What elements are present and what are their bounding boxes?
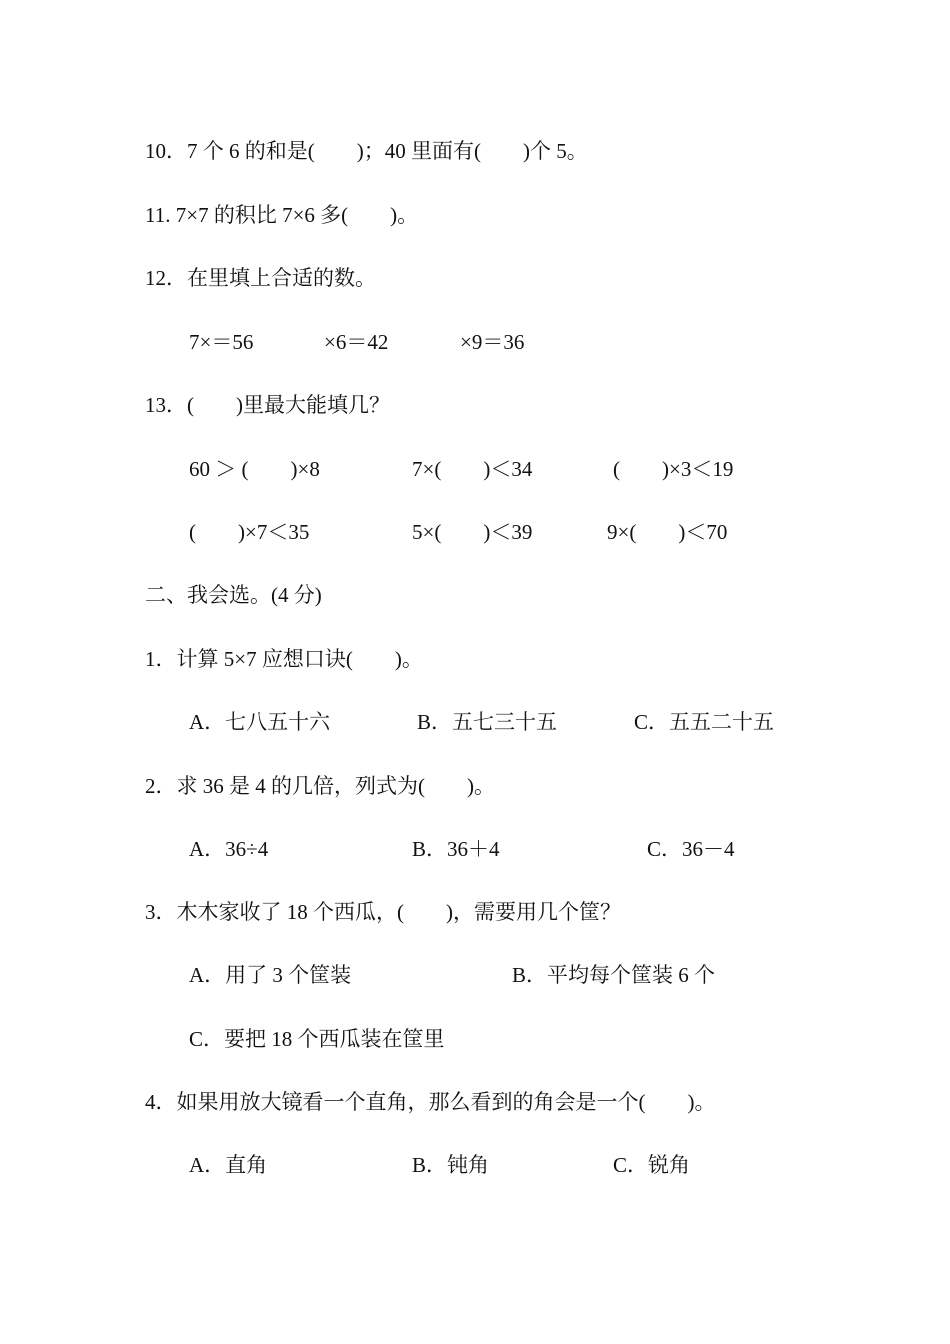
choice-question-3-option-c: C．要把 18 个西瓜装在筐里 <box>189 1027 445 1051</box>
question-13-row1-item-2: 7×( )＜34 <box>412 457 533 481</box>
choice-question-1-option-a: A．七八五十六 <box>189 710 331 734</box>
question-10: 10．7 个 6 的和是( )；40 里面有( )个 5。 <box>145 139 588 163</box>
choice-question-4-option-c: C．锐角 <box>613 1153 691 1177</box>
choice-question-2-option-b: B．36＋4 <box>412 837 500 861</box>
question-13-row2-item-2: 5×( )＜39 <box>412 520 533 544</box>
choice-question-2-option-a: A．36÷4 <box>189 837 269 861</box>
question-13-row1-item-1: 60 ＞ ( )×8 <box>189 457 320 481</box>
question-12-prompt: 12．在里填上合适的数。 <box>145 266 376 290</box>
choice-question-4-prompt: 4．如果用放大镜看一个直角，那么看到的角会是一个( )。 <box>145 1090 716 1114</box>
choice-question-1-option-c: C．五五二十五 <box>634 710 775 734</box>
choice-question-1-prompt: 1．计算 5×7 应想口诀( )。 <box>145 647 423 671</box>
question-12-item-3: ×9＝36 <box>460 330 525 354</box>
section-2-heading: 二、我会选。(4 分) <box>145 583 322 607</box>
choice-question-1-option-b: B．五七三十五 <box>417 710 558 734</box>
choice-question-3-prompt: 3．木木家收了 18 个西瓜，( )，需要用几个筐？ <box>145 900 621 924</box>
question-12-item-2: ×6＝42 <box>324 330 389 354</box>
choice-question-2-prompt: 2．求 36 是 4 的几倍，列式为( )。 <box>145 774 495 798</box>
question-13-row1-item-3: ( )×3＜19 <box>613 457 734 481</box>
choice-question-3-option-b: B．平均每个筐装 6 个 <box>512 963 716 987</box>
choice-question-2-option-c: C．36－4 <box>647 837 735 861</box>
question-13-row2-item-1: ( )×7＜35 <box>189 520 310 544</box>
choice-question-3-option-a: A．用了 3 个筐装 <box>189 963 352 987</box>
choice-question-4-option-b: B．钝角 <box>412 1153 490 1177</box>
question-13-prompt: 13．( )里最大能填几？ <box>145 393 390 417</box>
question-11: 11. 7×7 的积比 7×6 多( )。 <box>145 203 419 227</box>
question-12-item-1: 7×＝56 <box>189 330 254 354</box>
choice-question-4-option-a: A．直角 <box>189 1153 268 1177</box>
question-13-row2-item-3: 9×( )＜70 <box>607 520 728 544</box>
